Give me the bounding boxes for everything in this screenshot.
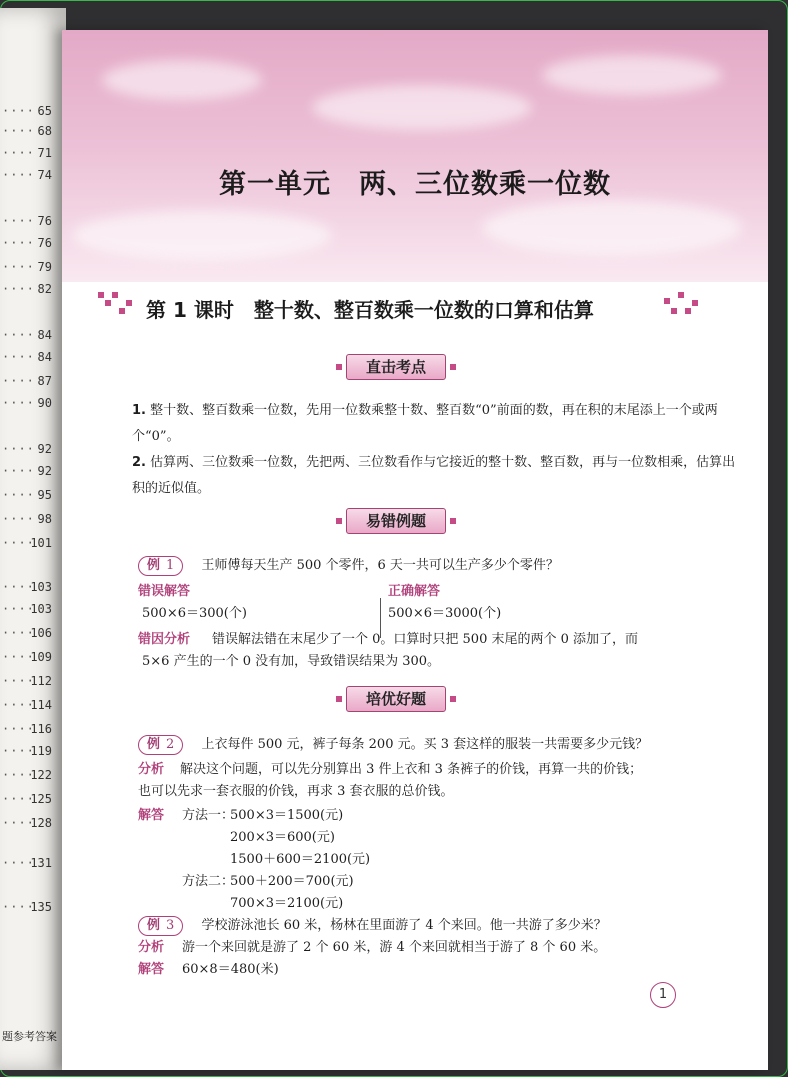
toc-leader-dots: ···· [2,328,35,342]
toc-leader-dots: ···· [2,792,35,806]
method-2-label: 方法二： [182,874,235,889]
toc-page-number: 84 [37,350,52,364]
example-2-analysis-line-2: 也可以先求一套衣服的价钱，再求 3 套衣服的总价钱。 [138,784,454,799]
toc-page-number: 84 [37,328,52,342]
page-number: 1 [650,982,676,1008]
example-2-question: 例 2 上衣每件 500 元，裤子每条 200 元。买 3 套这样的服装一共需要多少元钱？ [138,733,648,755]
toc-page-number: 103 [30,602,52,616]
kaodian-point-1: 1. 整十数、整百数乘一位数，先用一位数乘整十数、整百数“0”前面的数，再在积的末尾添上一个或两个“0”。 [132,403,718,444]
toc-page-number: 76 [37,214,52,228]
example-2-answer-label: 解答 [138,808,165,823]
toc-leader-dots: ···· [2,396,35,410]
example-1-analysis-line-1: 错误解法错在末尾少了一个 0。口算时只把 500 末尾的两个 0 添加了，而 [212,632,639,647]
toc-leader-dots: ···· [2,512,35,526]
cloud-decoration [542,55,722,95]
example-3-question: 例 3 学校游泳池长 60 米，杨林在里面游了 4 个来回。他一共游了多少米？ [138,914,607,936]
wrong-answer-label: 错误解答 [138,584,191,599]
example-3-analysis-label: 分析 [138,940,165,955]
toc-leader-dots: ···· [2,124,35,138]
example-3-analysis: 游一个来回就是游了 2 个 60 米，游 4 个来回就相当于游了 8 个 60 米。 [182,940,607,955]
toc-page-number: 131 [30,856,52,870]
toc-page-number: 82 [37,282,52,296]
toc-leader-dots: ···· [2,236,35,250]
cloud-decoration [102,60,262,100]
square-decoration [678,292,684,298]
square-decoration [105,300,111,306]
section-peiyou: 培优好题 [346,686,446,712]
toc-leader-dots: ···· [2,168,35,182]
toc-page-number: 65 [37,104,52,118]
toc-leader-dots: ···· [2,536,35,550]
toc-leader-dots: ···· [2,900,35,914]
toc-page-number: 109 [30,650,52,664]
toc-leader-dots: ···· [2,350,35,364]
toc-page-number: 74 [37,168,52,182]
toc-leader-dots: ···· [2,488,35,502]
example-1-analysis-line-2: 5×6 产生的一个 0 没有加，导致错误结果为 300。 [142,654,441,669]
square-decoration [112,292,118,298]
toc-page-number: 90 [37,396,52,410]
square-decoration [664,298,670,304]
right-answer: 500×6＝3000(个) [388,606,502,621]
toc-leader-dots: ···· [2,602,35,616]
square-decoration [692,300,698,306]
example-2-analysis-label: 分析 [138,762,165,777]
toc-leader-dots: ···· [2,744,35,758]
toc-leader-dots: ···· [2,260,35,274]
toc-page-number: 135 [30,900,52,914]
toc-page-number: 119 [30,744,52,758]
left-footer-text: 题参考答案 [2,1030,57,1043]
section-yicuo: 易错例题 [346,508,446,534]
toc-page-number: 95 [37,488,52,502]
toc-page-number: 92 [37,464,52,478]
toc-leader-dots: ···· [2,214,35,228]
cloud-decoration [72,210,332,260]
unit-banner [62,30,768,282]
toc-leader-dots: ···· [2,856,35,870]
example-3-tag: 例 3 [138,916,183,936]
wrong-answer: 500×6＝300(个) [142,606,247,621]
section-kaodian: 直击考点 [346,354,446,380]
square-decoration [126,300,132,306]
toc-page-number: 114 [30,698,52,712]
toc-page-number: 116 [30,722,52,736]
lesson-title: 第 1 课时 整十数、整百数乘一位数的口算和估算 [146,298,594,322]
method-1-line-3: 1500＋600＝2100(元) [230,852,371,867]
example-3-answer-label: 解答 [138,962,165,977]
square-decoration [685,308,691,314]
analysis-label: 错因分析 [138,632,191,647]
cloud-decoration [312,85,532,130]
method-1-line-1: 500×3＝1500(元) [230,808,344,823]
toc-leader-dots: ···· [2,146,35,160]
square-decoration [119,308,125,314]
method-2-line-1: 500＋200＝700(元) [230,874,354,889]
toc-page-number: 122 [30,768,52,782]
cloud-decoration [482,200,742,255]
method-1-label: 方法一： [182,808,235,823]
example-1-question: 例 1 王师傅每天生产 500 个零件，6 天一共可以生产多少个零件？ [138,554,559,576]
square-decoration [671,308,677,314]
toc-leader-dots: ···· [2,674,35,688]
lesson-heading [98,288,738,328]
toc-leader-dots: ···· [2,374,35,388]
toc-leader-dots: ···· [2,722,35,736]
right-answer-label: 正确解答 [388,584,441,599]
example-1-tag: 例 1 [138,556,183,576]
toc-page-number: 103 [30,580,52,594]
toc-page-number: 76 [37,236,52,250]
example-2-tag: 例 2 [138,735,183,755]
square-decoration [98,292,104,298]
toc-leader-dots: ···· [2,650,35,664]
toc-leader-dots: ···· [2,282,35,296]
toc-page-number: 92 [37,442,52,456]
toc-page-number: 71 [37,146,52,160]
toc-page-number: 106 [30,626,52,640]
toc-page-number: 79 [37,260,52,274]
toc-page-number: 101 [30,536,52,550]
toc-leader-dots: ···· [2,464,35,478]
toc-page-number: 125 [30,792,52,806]
example-3-answer: 60×8＝480(米) [182,962,279,977]
toc-page-number: 112 [30,674,52,688]
toc-leader-dots: ···· [2,768,35,782]
book-page [62,30,768,1070]
toc-page-number: 98 [37,512,52,526]
example-2-analysis-line-1: 解决这个问题，可以先分别算出 3 件上衣和 3 条裤子的价钱，再算一共的价钱； [180,762,643,777]
toc-leader-dots: ···· [2,104,35,118]
toc-leader-dots: ···· [2,816,35,830]
toc-leader-dots: ···· [2,442,35,456]
method-2-line-2: 700×3＝2100(元) [230,896,344,911]
toc-leader-dots: ···· [2,698,35,712]
toc-page-number: 68 [37,124,52,138]
left-facing-page [0,8,66,1070]
unit-title: 第一单元 两、三位数乘一位数 [219,169,611,200]
toc-leader-dots: ···· [2,580,35,594]
kaodian-point-2: 2. 估算两、三位数乘一位数，先把两、三位数看作与它接近的整十数、整百数，再与一位数相乘，估算出积的近似值。 [132,455,736,496]
toc-leader-dots: ···· [2,626,35,640]
toc-page-number: 87 [37,374,52,388]
toc-page-number: 128 [30,816,52,830]
method-1-line-2: 200×3＝600(元) [230,830,335,845]
